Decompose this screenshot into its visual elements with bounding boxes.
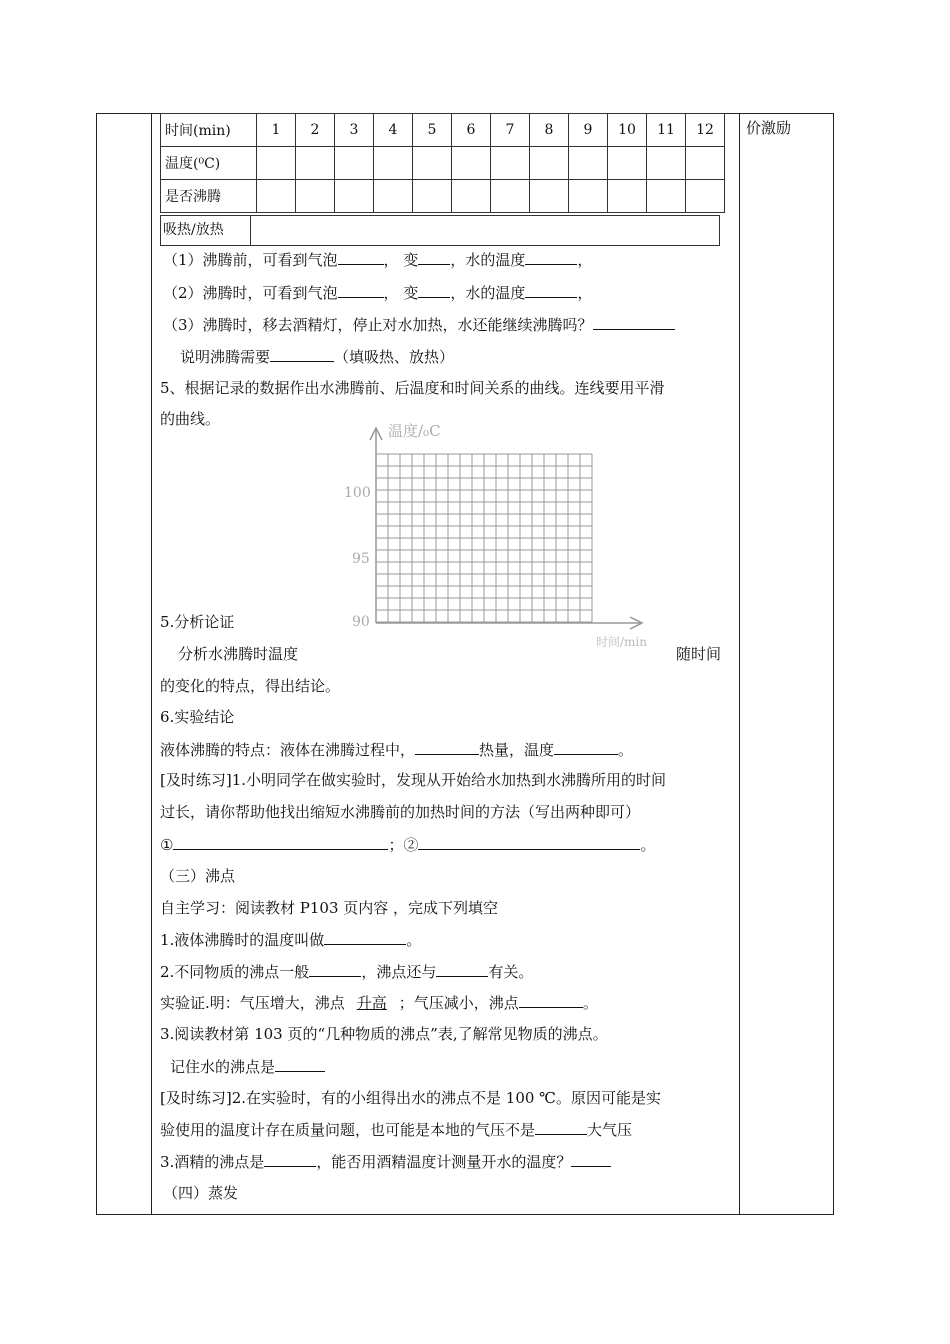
text-line: 1.液体沸腾时的温度叫做 。 bbox=[160, 931, 422, 949]
blank[interactable] bbox=[525, 249, 577, 265]
blank[interactable] bbox=[264, 1151, 316, 1167]
blank[interactable] bbox=[535, 1119, 587, 1135]
text-line: 3.阅读教材第 103 页的“几种物质的沸点”表,了解常见物质的沸点。 bbox=[160, 1025, 608, 1043]
text-line: 过长，请你帮助他找出缩短水沸腾前的加热时间的方法（写出两种即可） bbox=[160, 803, 641, 821]
text-line: 5.分析论证 bbox=[160, 613, 235, 631]
blank[interactable] bbox=[324, 929, 406, 945]
text-line: 分析水沸腾时温度 bbox=[178, 645, 299, 663]
text-line: （1）沸腾前，可看到气泡 ， 变 ，水的温度 ， bbox=[163, 251, 593, 269]
boil-label: 是否沸腾 bbox=[161, 180, 257, 213]
table-row: 时间(min) 1 2 3 4 5 6 7 8 9 10 11 12 bbox=[161, 114, 725, 147]
text-line: 验使用的温度计存在质量问题，也可能是本地的气压不是 大气压 bbox=[160, 1121, 633, 1139]
x-axis-label: 时间/min bbox=[596, 635, 647, 649]
text-line: 5、根据记录的数据作出水沸腾前、后温度和时间关系的曲线。连线要用平滑 bbox=[160, 379, 665, 397]
text-line: （四）蒸发 bbox=[163, 1184, 239, 1202]
text-line: 说明沸腾需要 （填吸热、放热） bbox=[180, 348, 455, 366]
blank[interactable] bbox=[338, 282, 384, 298]
blank[interactable] bbox=[593, 314, 675, 330]
absorb-row bbox=[160, 215, 720, 246]
column-divider-right bbox=[739, 113, 740, 1215]
blank[interactable] bbox=[275, 1056, 325, 1072]
text-line: 记住水的沸点是 bbox=[170, 1056, 325, 1077]
text-line: （三）沸点 bbox=[160, 867, 236, 885]
text-line: 随时间 bbox=[676, 645, 722, 663]
y-tick-label: 100 bbox=[344, 485, 371, 501]
text-line: 液体沸腾的特点：液体在沸腾过程中， 热量，温度 。 bbox=[160, 741, 634, 759]
blank[interactable] bbox=[418, 834, 640, 850]
side-note: 价激励 bbox=[746, 119, 792, 137]
filled-answer: 升高 bbox=[356, 994, 387, 1012]
y-axis-label: 温度/₀C bbox=[388, 422, 441, 440]
text-line: 3.酒精的沸点是 ，能否用酒精温度计测量开水的温度？ bbox=[160, 1151, 611, 1172]
data-table bbox=[160, 113, 725, 213]
blank[interactable] bbox=[309, 961, 361, 977]
blank[interactable] bbox=[525, 282, 577, 298]
absorb-label: 吸热/放热 bbox=[161, 216, 251, 245]
y-tick-label: 90 bbox=[352, 614, 370, 630]
outer-frame bbox=[96, 113, 834, 1215]
text-line: 实验证.明：气压增大，沸点 升高 ；气压减小，沸点 。 bbox=[160, 994, 598, 1012]
text-line: （3）沸腾时，移去酒精灯，停止对水加热，水还能继续沸腾吗？ bbox=[163, 314, 675, 335]
blank[interactable] bbox=[436, 961, 488, 977]
blank[interactable] bbox=[173, 834, 388, 850]
text-line: 自主学习：阅读教材 P103 页内容 ，完成下列填空 bbox=[160, 899, 499, 917]
time-label: 时间(min) bbox=[161, 114, 257, 147]
blank[interactable] bbox=[554, 739, 618, 755]
table-row bbox=[161, 147, 725, 180]
text-line: 的曲线。 bbox=[160, 410, 221, 428]
text-line: （2）沸腾时，可看到气泡 ， 变 ，水的温度 ， bbox=[163, 284, 593, 302]
blank[interactable] bbox=[571, 1151, 611, 1167]
blank[interactable] bbox=[418, 249, 450, 265]
y-tick-label: 95 bbox=[352, 551, 370, 567]
blank[interactable] bbox=[415, 739, 479, 755]
text-line: ① ；② 。 bbox=[160, 836, 656, 854]
column-divider-left bbox=[151, 113, 152, 1215]
blank[interactable] bbox=[270, 346, 334, 362]
table-row bbox=[161, 180, 725, 213]
text-line: [及时练习]2.在实验时，有的小组得出水的沸点不是 100 ℃。原因可能是实 bbox=[160, 1089, 661, 1107]
text-line: [及时练习]1.小明同学在做实验时，发现从开始给水加热到水沸腾所用的时间 bbox=[160, 771, 667, 789]
text-line: 2.不同物质的沸点一般 ，沸点还与 有关。 bbox=[160, 963, 534, 981]
blank[interactable] bbox=[338, 249, 384, 265]
blank[interactable] bbox=[418, 282, 450, 298]
text-line: 的变化的特点，得出结论。 bbox=[160, 677, 341, 695]
blank[interactable] bbox=[519, 992, 583, 1008]
graph-grid bbox=[330, 418, 660, 653]
text-line: 6.实验结论 bbox=[160, 708, 235, 726]
temp-label: 温度(⁰C) bbox=[161, 147, 257, 180]
